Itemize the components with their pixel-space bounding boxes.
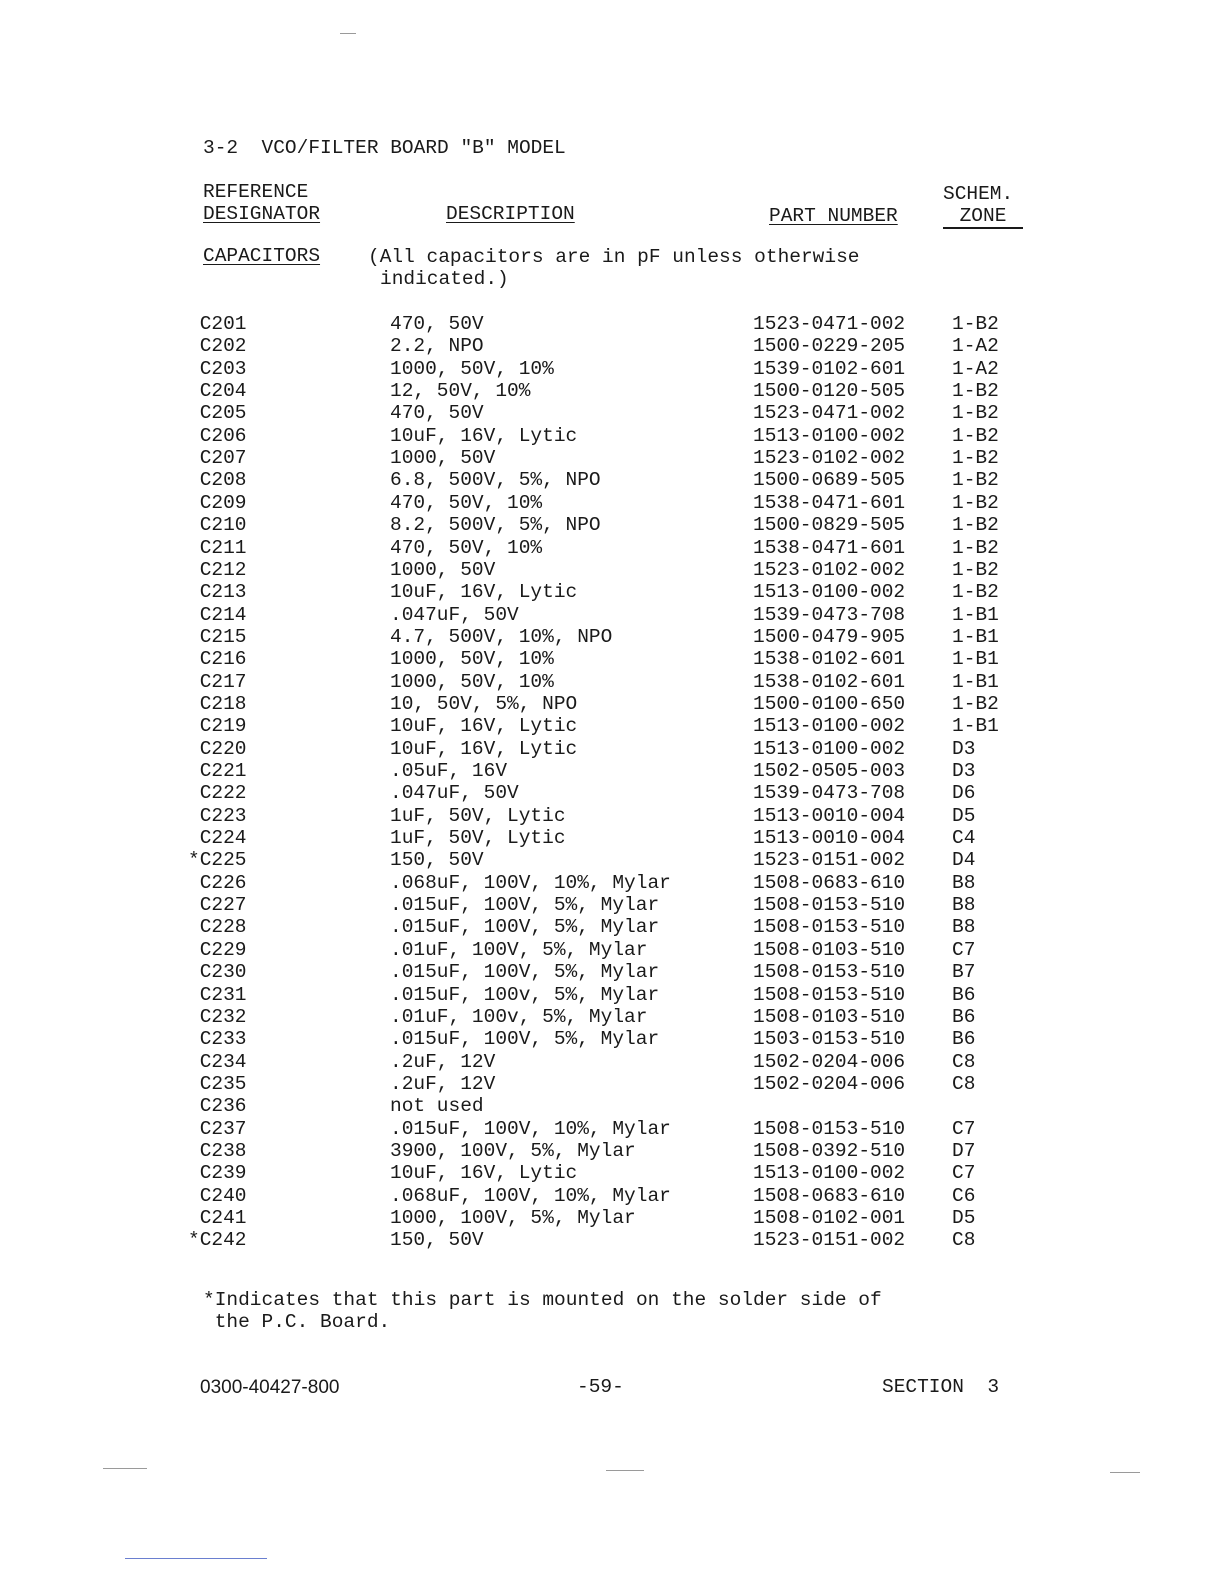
part-number: 1502-0204-006 [753,1050,906,1073]
description: 1000, 100V, 5%, Mylar [390,1207,636,1229]
description: .015uF, 100V, 10%, Mylar [390,1117,671,1140]
description: 470, 50V, 10% [390,536,543,559]
schem-zone: 1-B2 [952,514,999,537]
part-number: 1500-0100-650 [753,692,906,715]
scan-edge-line [125,1558,267,1559]
table-row [0,671,1224,693]
part-number: 1508-0392-510 [753,1139,906,1162]
part-number: 1538-0102-601 [753,648,906,671]
description: .015uF, 100V, 5%, Mylar [390,916,660,939]
description: 1000, 50V, 10% [390,357,554,380]
part-number: 1513-0100-002 [753,715,906,738]
ref-designator: C226 [188,871,247,894]
schem-zone: 1-B1 [952,670,999,693]
table-row [0,849,1224,871]
schem-zone: 1-B2 [952,536,999,559]
table-row [0,581,1224,603]
ref-designator: C206 [188,424,247,447]
schem-zone: 1-B1 [952,648,999,671]
description: 470, 50V, 10% [390,491,543,514]
description: .01uF, 100v, 5%, Mylar [390,1005,648,1028]
description: .2uF, 12V [390,1072,496,1095]
part-number: 1539-0473-708 [753,782,906,805]
table-row [0,1073,1224,1095]
footnote-line2: the P.C. Board. [203,1311,391,1333]
description: .068uF, 100V, 10%, Mylar [390,1184,671,1207]
ref-designator: C215 [188,625,247,648]
scan-speck [340,33,356,34]
description: 10, 50V, 5%, NPO [390,692,578,715]
part-number: 1508-0103-510 [753,1005,906,1028]
ref-designator: C239 [188,1162,247,1185]
schem-zone: 1-B2 [952,558,999,581]
ref-designator: C219 [188,715,247,738]
ref-designator: C233 [188,1028,247,1051]
description: .015uF, 100v, 5%, Mylar [390,983,660,1006]
table-row [0,894,1224,916]
table-row [0,1118,1224,1140]
footnote-line1: *Indicates that this part is mounted on the solder side of [203,1289,882,1311]
table-row [0,1028,1224,1050]
description: .068uF, 100V, 10%, Mylar [390,871,671,894]
description: 4.7, 500V, 10%, NPO [390,625,613,648]
header-reference-line1: REFERENCE [203,181,309,203]
part-number: 1513-0100-002 [753,1162,906,1185]
part-number: 1502-0204-006 [753,1072,906,1095]
table-row [0,1095,1224,1117]
part-number: 1513-0010-004 [753,827,906,850]
table-row [0,827,1224,849]
part-number: 1538-0471-601 [753,536,906,559]
table-row [0,425,1224,447]
ref-designator: C217 [188,670,247,693]
ref-designator: C207 [188,447,247,470]
ref-designator: C235 [188,1072,247,1095]
part-number: 1538-0102-601 [753,670,906,693]
schem-zone: 1-B2 [952,491,999,514]
description: 10uF, 16V, Lytic [390,715,578,738]
table-row [0,492,1224,514]
table-row [0,559,1224,581]
description: 3900, 100V, 5%, Mylar [390,1139,636,1162]
ref-designator: C234 [188,1050,247,1073]
schem-zone: D3 [952,737,976,760]
table-row [0,715,1224,737]
table-row [0,402,1224,424]
schem-zone: 1-B2 [952,313,999,335]
ref-designator: C203 [188,357,247,380]
footer-section: SECTION 3 [882,1376,1000,1398]
ref-designator: C218 [188,692,247,715]
ref-designator: C216 [188,648,247,671]
ref-designator: C240 [188,1184,247,1207]
ref-designator: C236 [188,1095,247,1118]
part-number: 1508-0683-610 [753,1184,906,1207]
schem-zone: B6 [952,983,976,1006]
schem-zone: C4 [952,827,976,850]
ref-designator: C202 [188,335,247,358]
description: 10uF, 16V, Lytic [390,581,578,604]
header-reference-line2: DESIGNATOR [203,203,321,225]
ref-designator: C214 [188,603,247,626]
header-zone-line1: SCHEM. [943,183,1014,205]
description: 12, 50V, 10% [390,380,531,403]
part-number: 1508-0102-001 [753,1207,906,1229]
part-number: 1508-0103-510 [753,938,906,961]
description: .047uF, 50V [390,603,519,626]
ref-designator: C223 [188,804,247,827]
schem-zone: 1-B2 [952,424,999,447]
part-number: 1523-0471-002 [753,313,906,335]
description: 10uF, 16V, Lytic [390,737,578,760]
table-row [0,961,1224,983]
ref-designator: C222 [188,782,247,805]
part-number: 1523-0102-002 [753,447,906,470]
schem-zone: D3 [952,760,976,782]
description: 1000, 50V, 10% [390,648,554,671]
table-row [0,447,1224,469]
part-number: 1508-0153-510 [753,916,906,939]
table-row [0,514,1224,536]
part-number: 1523-0471-002 [753,402,906,425]
part-number: 1500-0829-505 [753,514,906,537]
ref-designator: C209 [188,491,247,514]
schem-zone: B8 [952,894,976,917]
header-part-number: PART NUMBER [769,205,898,227]
ref-designator: C210 [188,514,247,537]
ref-designator: C227 [188,894,247,917]
part-number: 1500-0229-205 [753,335,906,358]
schem-zone: C8 [952,1050,976,1073]
table-row [0,648,1224,670]
ref-designator: C201 [188,313,247,335]
ref-designator: C220 [188,737,247,760]
scan-speck [103,1468,147,1469]
description: 470, 50V [390,402,484,425]
table-row [0,984,1224,1006]
description: 1uF, 50V, Lytic [390,804,566,827]
part-number: 1508-0683-610 [753,871,906,894]
description: 150, 50V [390,849,484,872]
part-number: 1523-0151-002 [753,1229,906,1252]
schem-zone: 1-B2 [952,581,999,604]
scan-speck [1110,1472,1140,1473]
schem-zone: 1-A2 [952,335,999,358]
table-row [0,760,1224,782]
ref-designator: C231 [188,983,247,1006]
schem-zone: B7 [952,961,976,984]
ref-designator: C232 [188,1005,247,1028]
footer-doc-number: 0300-40427-800 [200,1377,340,1398]
section-title: 3-2 VCO/FILTER BOARD "B" MODEL [203,137,566,159]
schem-zone: D5 [952,1207,976,1229]
table-row [0,693,1224,715]
table-row [0,782,1224,804]
description: .015uF, 100V, 5%, Mylar [390,1028,660,1051]
schem-zone: D6 [952,782,976,805]
description: 2.2, NPO [390,335,484,358]
schem-zone: C6 [952,1184,976,1207]
description: .047uF, 50V [390,782,519,805]
ref-designator: *C225 [188,849,247,872]
ref-designator: C230 [188,961,247,984]
part-number: 1508-0153-510 [753,961,906,984]
part-number: 1513-0010-004 [753,804,906,827]
schem-zone: C7 [952,1162,976,1185]
ref-designator: C211 [188,536,247,559]
ref-designator: C224 [188,827,247,850]
schem-zone: C7 [952,938,976,961]
description: 150, 50V [390,1229,484,1252]
description: .015uF, 100V, 5%, Mylar [390,894,660,917]
schem-zone: C8 [952,1229,976,1252]
description: not used [390,1095,484,1118]
table-row [0,626,1224,648]
schem-zone: B6 [952,1028,976,1051]
category-note-line2: indicated.) [380,268,509,290]
part-number: 1513-0100-002 [753,581,906,604]
table-row [0,1162,1224,1184]
table-row [0,805,1224,827]
part-number: 1500-0479-905 [753,625,906,648]
schem-zone: 1-B1 [952,603,999,626]
table-row [0,537,1224,559]
description: 470, 50V [390,313,484,335]
description: 10uF, 16V, Lytic [390,1162,578,1185]
part-number: 1508-0153-510 [753,894,906,917]
ref-designator: C221 [188,760,247,782]
schem-zone: C7 [952,1117,976,1140]
part-number: 1500-0689-505 [753,469,906,492]
ref-designator: C241 [188,1207,247,1229]
description: 1000, 50V [390,558,496,581]
schem-zone: 1-B2 [952,380,999,403]
footer-page-number: -59- [577,1376,624,1398]
description: 8.2, 500V, 5%, NPO [390,514,601,537]
ref-designator: C205 [188,402,247,425]
part-number: 1513-0100-002 [753,424,906,447]
table-row [0,916,1224,938]
schem-zone: B8 [952,916,976,939]
part-number: 1500-0120-505 [753,380,906,403]
part-number: 1538-0471-601 [753,491,906,514]
part-number: 1523-0151-002 [753,849,906,872]
schem-zone: 1-B1 [952,625,999,648]
table-row [0,335,1224,357]
table-row [0,358,1224,380]
description: .01uF, 100V, 5%, Mylar [390,938,648,961]
table-row [0,738,1224,760]
description: 1000, 50V [390,447,496,470]
part-number: 1539-0102-601 [753,357,906,380]
table-row [0,1185,1224,1207]
scan-speck [606,1470,644,1471]
schem-zone: D5 [952,804,976,827]
schem-zone: 1-B2 [952,447,999,470]
schem-zone: C8 [952,1072,976,1095]
ref-designator: C204 [188,380,247,403]
header-zone-line2: ZONE [943,205,1023,229]
part-number: 1523-0102-002 [753,558,906,581]
description: 10uF, 16V, Lytic [390,424,578,447]
schem-zone: 1-B2 [952,402,999,425]
ref-designator: C212 [188,558,247,581]
schem-zone: D4 [952,849,976,872]
description: 1000, 50V, 10% [390,670,554,693]
schem-zone: B8 [952,871,976,894]
table-row [0,1006,1224,1028]
schem-zone: 1-A2 [952,357,999,380]
part-number: 1508-0153-510 [753,1117,906,1140]
ref-designator: C228 [188,916,247,939]
part-number: 1539-0473-708 [753,603,906,626]
table-row [0,1207,1224,1229]
description: .2uF, 12V [390,1050,496,1073]
part-number: 1502-0505-003 [753,760,906,782]
ref-designator: *C242 [188,1229,247,1252]
category-label: CAPACITORS [203,245,321,267]
ref-designator: C213 [188,581,247,604]
ref-designator: C238 [188,1139,247,1162]
table-row [0,1229,1224,1251]
description: 1uF, 50V, Lytic [390,827,566,850]
part-number: 1513-0100-002 [753,737,906,760]
table-row [0,939,1224,961]
description: .05uF, 16V [390,760,508,782]
schem-zone: 1-B2 [952,692,999,715]
table-row [0,604,1224,626]
schem-zone: 1-B2 [952,469,999,492]
ref-designator: C229 [188,938,247,961]
table-row [0,469,1224,491]
table-row [0,380,1224,402]
description: .015uF, 100V, 5%, Mylar [390,961,660,984]
ref-designator: C208 [188,469,247,492]
table-row [0,872,1224,894]
schem-zone: B6 [952,1005,976,1028]
part-number: 1503-0153-510 [753,1028,906,1051]
table-row [0,1051,1224,1073]
table-row [0,1140,1224,1162]
category-note-line1: (All capacitors are in pF unless otherwise [368,246,860,268]
header-description: DESCRIPTION [446,203,575,225]
schem-zone: D7 [952,1139,976,1162]
description: 6.8, 500V, 5%, NPO [390,469,601,492]
ref-designator: C237 [188,1117,247,1140]
part-number: 1508-0153-510 [753,983,906,1006]
table-row [0,313,1224,335]
schem-zone: 1-B1 [952,715,999,738]
